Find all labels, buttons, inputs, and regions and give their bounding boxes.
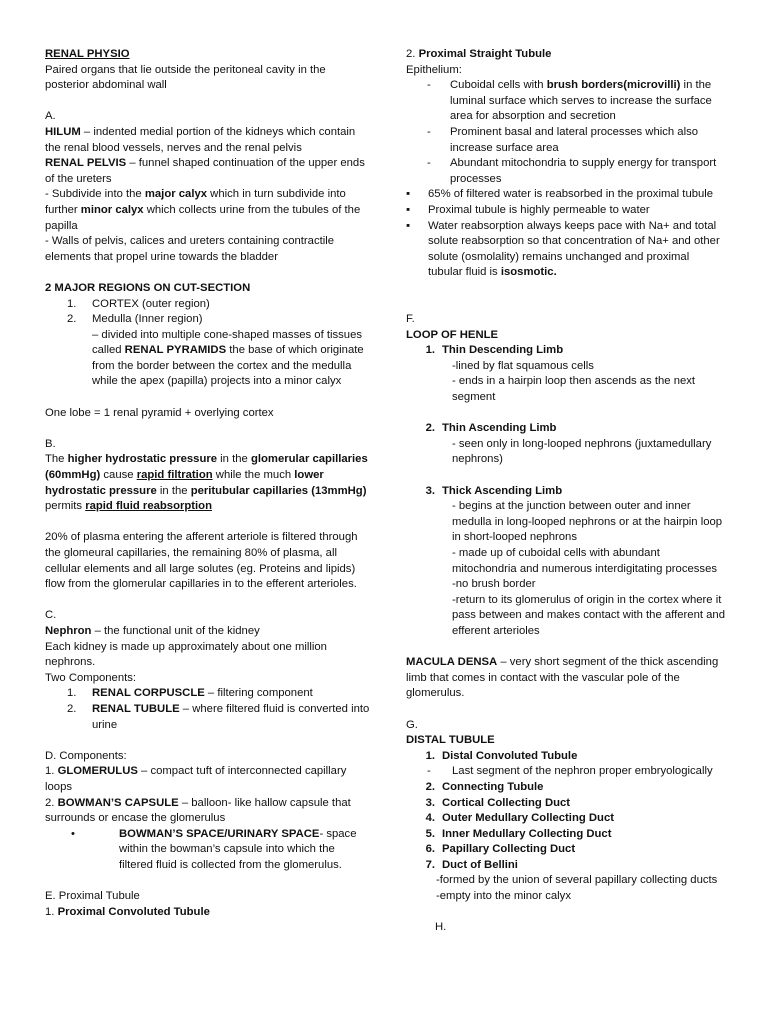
medulla-description: – divided into multiple cone-shaped masses of tissues called RENAL PYRAMIDS the base of which originate from the border between the cortex and the medulla while the apex (papilla) projects into a minor calyx [92, 328, 364, 388]
calyx-subdivision: - Subdivide into the major calyx which in turn subdivide into further minor calyx which collects urine from the tubules of the papilla [45, 188, 361, 232]
list-item-detail: -return to its glomerulus of origin in the cortex where it pass between and makes contact with the afferent and efferent arterioles [452, 593, 725, 637]
list-item-detail: - ends in a hairpin loop then ascends as the next segment [452, 375, 696, 404]
list-item: 1. CORTEX (outer region) [67, 297, 210, 310]
section-a-label: A. [45, 110, 56, 123]
list-item-detail: - begins at the junction between outer and inner medulla in long-looped nephrons or at the hairpin loop in short-looped nephrons [452, 500, 723, 544]
page-title: RENAL PHYSIO [45, 48, 130, 60]
distal-tubule-heading: DISTAL TUBULE [406, 734, 495, 747]
list-item: 2. RENAL TUBULE – where filtered fluid is converted into urine [67, 702, 370, 731]
list-item: • BOWMAN’S SPACE/URINARY SPACE- space within the bowman’s capsule into which the filtered fluid is collected from the glomerulus. [71, 827, 357, 871]
list-item-detail: - made up of cuboidal cells with abundant mitochondria and numerous interdigitating processes [452, 547, 717, 575]
intro-text: Paired organs that lie outside the peritoneal cavity in the posterior abdominal wall [45, 63, 326, 92]
list-item: 1. Thin Descending Limb [425, 344, 564, 357]
list-item: 2. Connecting Tubule [425, 780, 544, 793]
loop-of-henle-heading: LOOP OF HENLE [406, 328, 499, 341]
list-item: 1. Distal Convoluted Tubule [425, 749, 578, 762]
left-column [45, 47, 370, 920]
bowmans-capsule-definition: 2. BOWMAN’S CAPSULE – balloon- like hallow capsule that surrounds or encase the glomerulus [45, 796, 351, 825]
list-item-detail: -formed by the union of several papillary collecting ducts [436, 874, 718, 887]
list-item: - Prominent basal and lateral processes which also increase surface area [427, 125, 699, 154]
list-item-detail: -no brush border [452, 578, 536, 591]
right-column [406, 47, 726, 936]
list-item: 1. RENAL CORPUSCLE – filtering component [67, 687, 313, 700]
section-c-label: C. [45, 609, 57, 622]
list-item-detail: -lined by flat squamous cells [452, 359, 594, 372]
nephron-count-text: Each kidney is made up approximately about one million nephrons. [45, 640, 327, 669]
glomerulus-definition: 1. GLOMERULUS – compact tuft of interconnected capillary loops [45, 765, 347, 793]
list-item: ▪ Proximal tubule is highly permeable to water [406, 203, 650, 216]
section-g-label: G. [406, 718, 418, 731]
lobe-definition: One lobe = 1 renal pyramid + overlying cortex [45, 406, 274, 419]
section-e-label: E. Proximal Tubule [45, 890, 140, 903]
epithelium-label: Epithelium: [406, 63, 462, 76]
list-item: ▪ 65% of filtered water is reabsorbed in the proximal tubule [406, 188, 714, 201]
list-item: 3. Thick Ascending Limb [425, 484, 563, 497]
list-item: 7. Duct of Bellini [425, 858, 518, 871]
list-item: - Abundant mitochondria to supply energy for transport processes [427, 157, 717, 185]
list-item: 6. Papillary Collecting Duct [425, 843, 576, 856]
list-item: 4. Outer Medullary Collecting Duct [425, 812, 614, 825]
macula-densa-definition: MACULA DENSA – very short segment of the thick ascending limb that comes in contact with the vascular pole of the glomerulus. [406, 656, 719, 700]
list-item: 2. Medulla (Inner region) [67, 313, 203, 326]
nephron-definition: Nephron – the functional unit of the kidney [45, 624, 260, 637]
hilum-definition: HILUM – indented medial portion of the kidneys which contain the renal blood vessels, nerves and the renal pelvis [45, 125, 356, 154]
regions-heading: 2 MAJOR REGIONS ON CUT-SECTION [45, 281, 251, 294]
section-d-label: D. Components: [45, 749, 127, 762]
list-item: - Cuboidal cells with brush borders(microvilli) in the luminal surface which serves to increase the surface area for absorption and secretion [427, 79, 712, 123]
renal-pelvis-definition: RENAL PELVIS – funnel shaped continuation of the upper ends of the ureters [45, 157, 365, 185]
list-item: ▪ Water reabsorption always keeps pace with Na+ and total solute reabsorption so that concentration of Na+ and other solute (osmolality) remains unchanged and proximal tubular fluid is isosmotic. [406, 219, 720, 279]
list-item: 3. Cortical Collecting Duct [425, 796, 571, 809]
list-item-detail: -empty into the minor calyx [436, 890, 571, 903]
list-item-detail: - seen only in long-looped nephrons (juxtamedullary nephrons) [452, 437, 712, 466]
walls-text: - Walls of pelvis, calices and ureters containing contractile elements that propel urine towards the bladder [45, 235, 335, 263]
two-components-label: Two Components: [45, 671, 137, 684]
proximal-straight-tubule: 2. Proximal Straight Tubule [406, 48, 552, 60]
proximal-convoluted-tubule: 1. Proximal Convoluted Tubule [45, 905, 210, 918]
list-item: 5. Inner Medullary Collecting Duct [425, 827, 612, 840]
section-h-label: H. [435, 921, 447, 934]
list-item-detail: - Last segment of the nephron proper embryologically [427, 765, 713, 778]
section-f-label: F. [406, 313, 415, 326]
list-item: 2. Thin Ascending Limb [425, 422, 557, 435]
hydrostatic-pressure-text: The higher hydrostatic pressure in the glomerular capillaries (60mmHg) cause rapid filtration while the much lower hydrostatic pressure in the peritubular capillaries (13mmHg) permits rapid fluid reabsorption [45, 453, 368, 513]
plasma-filtration-text: 20% of plasma entering the afferent arteriole is filtered through the glomeural capillaries, the remaining 80% of plasma, all cellular elements and all large solutes (eg. Proteins and lipids) flow from the glomerular capillaries in to the efferent arterioles. [45, 531, 358, 591]
section-b-label: B. [45, 437, 56, 450]
